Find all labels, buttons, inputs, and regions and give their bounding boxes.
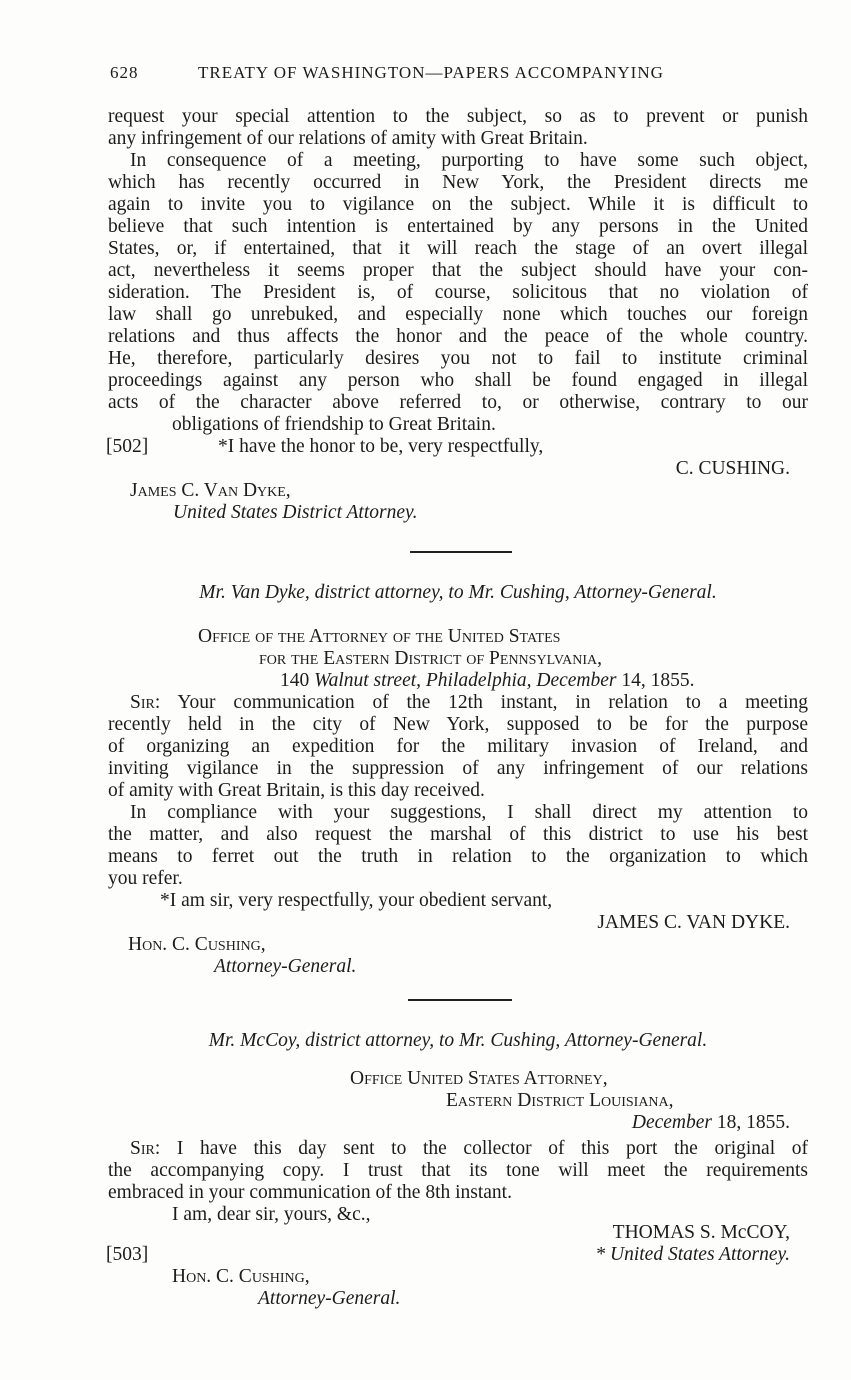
body-line: recently held in the city of New York, supposed to be for the purpose <box>108 714 808 735</box>
body-line: means to ferret out the truth in relation to the organization to which <box>108 846 808 867</box>
body-line: the accompanying copy. I trust that its tone will meet the requirements <box>108 1160 808 1181</box>
body-line: inviting vigilance in the suppression of any infringement of our relations <box>108 758 808 779</box>
body-line: the matter, and also request the marshal of this district to use his best <box>108 824 808 845</box>
body-line: of amity with Great Britain, is this day received. <box>108 780 485 801</box>
office-line: Office of the Attorney of the United States <box>198 626 561 647</box>
body-line: believe that such intention is entertained by any persons in the United <box>108 216 808 237</box>
body-line: act, nevertheless it seems proper that the subject should have your con- <box>108 260 808 281</box>
signature: C. CUSHING. <box>675 458 790 479</box>
page-header <box>110 62 810 84</box>
body-line: acts of the character above referred to, or otherwise, contrary to our <box>108 392 808 413</box>
office-line: Office United States Attorney, <box>350 1068 608 1089</box>
body-line: embraced in your communication of the 8th instant. <box>108 1182 512 1203</box>
body-line: again to invite you to vigilance on the subject. While it is difficult to <box>108 194 808 215</box>
body-line: request your special attention to the subject, so as to prevent or punish <box>108 106 808 127</box>
addressee-title: Attorney-General. <box>214 956 357 977</box>
address-number: 140 <box>280 670 315 691</box>
body-line: proceedings against any person who shall be found engaged in illegal <box>108 370 808 391</box>
addressee-title: United States District Attorney. <box>173 502 418 523</box>
salutation: Sir <box>130 1138 155 1159</box>
address-date: 14, 1855. <box>616 670 695 691</box>
addressee-name: Hon. C. Cushing, <box>172 1266 310 1287</box>
addressee-title: Attorney-General. <box>258 1288 401 1309</box>
addressee-name: Hon. C. Cushing, <box>128 934 266 955</box>
body-line: relations and thus affects the honor and the peace of the whole country. <box>108 326 808 347</box>
office-line: for the Eastern District of Pennsylvania, <box>259 648 603 669</box>
closing-line: *I am sir, very respectfully, your obedient servant, <box>160 890 553 911</box>
signature: JAMES C. VAN DYKE. <box>597 912 790 933</box>
body-line: which has recently occurred in New York, the President directs me <box>108 172 808 193</box>
running-title: TREATY OF WASHINGTON—PAPERS ACCOMPANYING <box>198 63 664 82</box>
body-line: any infringement of our relations of amity with Great Britain. <box>108 128 588 149</box>
body-line: of organizing an expedition for the military invasion of Ireland, and <box>108 736 808 757</box>
section-divider <box>410 551 512 553</box>
body-line: law shall go unrebuked, and especially none which touches our foreign <box>108 304 808 325</box>
date-day-year: 18, 1855. <box>712 1112 790 1133</box>
page-number: 628 <box>110 63 139 82</box>
body-line-text: : I have this day sent to the collector of this port the original of <box>154 1138 808 1159</box>
closing-line: *I have the honor to be, very respectfully, <box>218 436 544 457</box>
margin-marker: [503] <box>106 1244 149 1265</box>
letter-heading: Mr. McCoy, district attorney, to Mr. Cushing, Attorney-General. <box>208 1030 708 1051</box>
letter-date <box>560 1112 790 1134</box>
body-line: States, or, if entertained, that it will reach the stage of an overt illegal <box>108 238 808 259</box>
signature: THOMAS S. McCOY, <box>612 1222 790 1243</box>
body-line-text: : Your communication of the 12th instant, in relation to a meeting <box>154 692 808 713</box>
body-line: obligations of friendship to Great Britain. <box>172 414 496 435</box>
signature-title: * United States Attorney. <box>595 1244 790 1265</box>
address-street: Walnut street, Philadelphia, December <box>314 670 617 691</box>
office-address <box>280 670 800 692</box>
addressee-name: James C. Van Dyke, <box>130 480 291 501</box>
section-divider <box>408 999 512 1001</box>
date-month: December <box>631 1112 712 1133</box>
body-line <box>130 692 808 714</box>
body-line <box>130 1138 808 1160</box>
body-line: sideration. The President is, of course, solicitous that no violation of <box>108 282 808 303</box>
letter-heading: Mr. Van Dyke, district attorney, to Mr. Cushing, Attorney-General. <box>199 582 717 603</box>
body-line: In compliance with your suggestions, I shall direct my attention to <box>130 802 808 823</box>
body-line: In consequence of a meeting, purporting to have some such object, <box>130 150 808 171</box>
margin-marker: [502] <box>106 436 149 457</box>
salutation: Sir <box>130 692 155 713</box>
office-line: Eastern District Louisiana, <box>446 1090 674 1111</box>
body-line: He, therefore, particularly desires you not to fail to institute criminal <box>108 348 808 369</box>
closing-line: I am, dear sir, yours, &c., <box>172 1204 371 1225</box>
body-line: you refer. <box>108 868 183 889</box>
